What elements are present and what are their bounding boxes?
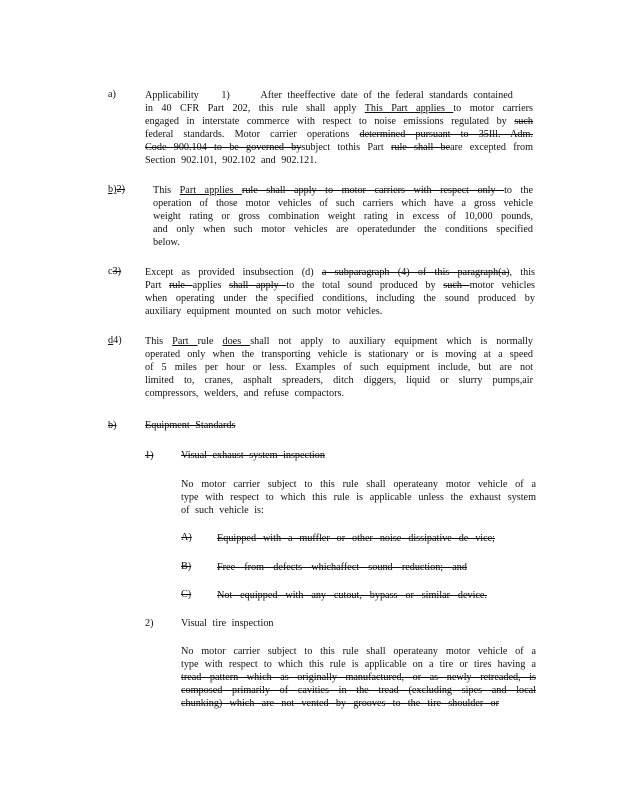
exhaust-item-b-label: B) xyxy=(181,561,192,572)
deleted-text: such xyxy=(514,116,533,127)
line-text: to the xyxy=(504,185,533,196)
section-d-line-2: operated only when the transporting vehicle is stationary or is moving at a speed xyxy=(145,349,533,360)
line-text: applies xyxy=(192,280,230,291)
section-d-line-4: limited to, cranes, asphalt spreaders, ditch diggers, liquid or slurry pumps,air xyxy=(145,375,533,386)
deleted-text: 3) xyxy=(112,266,122,277)
section-b-line-4: and only when such motor vehicles are operatedunder the conditions specified xyxy=(153,224,533,235)
line-text: engaged in interstate commerce with respect to noise emissions regulated by xyxy=(145,116,515,127)
section-b-line-2: operation of those motor vehicles of such carriers which have a gross vehicle xyxy=(153,198,533,209)
deleted-text: such xyxy=(443,280,470,291)
section-b-line-5: below. xyxy=(153,237,180,248)
line-text: rule xyxy=(197,336,223,347)
deleted-text: a subparagraph (4) of this paragraph(a) xyxy=(321,267,510,278)
section-b-line-3: weight rating or gross combination weight rating in excess of 10,000 pounds, xyxy=(153,211,533,222)
exhaust-item-a-text: Equipped with a muffler or other noise dissipative de vice; xyxy=(217,533,495,544)
section-b-label xyxy=(108,184,125,195)
inserted-text: b) xyxy=(108,184,117,195)
deleted-text: rule shall apply to motor carriers with respect only xyxy=(241,185,505,196)
tire-para-line-3: tread pattern which as originally manufactured, or as newly retreaded, is xyxy=(181,672,536,683)
tire-para-line-4: composed primarily of cavities in the tread (excluding sipes and local xyxy=(181,685,536,696)
line-text: This xyxy=(153,185,180,196)
line-text: are excepted from xyxy=(450,142,534,153)
section-b-line-1 xyxy=(153,184,533,197)
section-c-line-3: when operating under the specified conditions, including the sound produced by xyxy=(145,293,535,304)
section-c-label xyxy=(108,266,121,277)
deleted-text: 2) xyxy=(116,184,125,195)
exhaust-item-c-label: C) xyxy=(181,589,192,600)
section-c-line-4: auxiliary equipment mounted on such motor vehicles. xyxy=(145,306,383,317)
line-text: After theeffective date of the federal standards contained xyxy=(260,90,513,101)
deleted-text: determined pursuant to 35Ill. Adm. xyxy=(359,129,533,140)
deleted-text: rule shall be xyxy=(390,142,451,153)
exhaust-item-a-label: A) xyxy=(181,532,192,543)
inserted-text: This Part applies xyxy=(364,103,454,114)
deleted-text: rule xyxy=(169,280,193,291)
line-text: in 40 CFR Part 202, this rule shall apply xyxy=(145,103,365,114)
line-text: federal standards. Motor carrier operations xyxy=(145,129,360,140)
equipment-standards-title: Equipment Standards xyxy=(145,420,236,431)
line-text: This xyxy=(145,336,173,347)
section-a-line-6: Section 902.101, 902.102 and 902.121. xyxy=(145,155,317,166)
line-text: Part xyxy=(145,280,170,291)
line-text: c xyxy=(108,266,113,277)
line-text: to the total sound produced by xyxy=(286,280,444,291)
exhaust-title: Visual exhaust system inspection xyxy=(181,450,325,461)
section-a-line-5 xyxy=(145,141,533,154)
deleted-text: Code 900.104 to be governed by xyxy=(145,142,302,153)
exhaust-para-line-2: type with respect to which this rule is applicable unless the exhaust system xyxy=(181,492,536,503)
exhaust-number: 1) xyxy=(145,450,154,461)
line-text: motor vehicles xyxy=(469,280,535,291)
tire-para-line-5: chunking) which are not vented by grooves to the tire shoulder or xyxy=(181,698,499,709)
section-a-label: a) xyxy=(108,89,116,100)
tire-title: Visual tire inspection xyxy=(181,618,274,629)
inserted-text: Part xyxy=(172,336,198,347)
equipment-standards-label: b) xyxy=(108,420,117,431)
tire-number: 2) xyxy=(145,618,154,629)
deleted-text: shall apply xyxy=(229,280,287,291)
line-text: , this xyxy=(509,267,535,278)
section-a-line-3 xyxy=(145,115,533,128)
line-text: shall not apply to auxiliary equipment which is normally xyxy=(250,336,533,347)
inserted-text: does xyxy=(222,336,251,347)
section-a-line-4 xyxy=(145,128,533,141)
section-a-line-2 xyxy=(145,102,533,115)
exhaust-item-c-text: Not equipped with any cutout, bypass or similar device. xyxy=(217,590,487,601)
section-d-line-1 xyxy=(145,335,533,348)
line-text: Except as provided insubsection (d) xyxy=(145,267,322,278)
section-d-line-3: of 5 miles per hour or less. Examples of such equipment include, but are not xyxy=(145,362,533,373)
inserted-text: Part applies xyxy=(179,185,242,196)
section-d-line-5: compressors, welders, and refuse compactors. xyxy=(145,388,344,399)
inserted-text: d xyxy=(108,335,114,346)
item-number: 1) xyxy=(221,90,230,101)
exhaust-item-b-text: Free from defects whichaffect sound reduction; and xyxy=(217,562,467,573)
line-text: to motor carriers xyxy=(453,103,533,114)
line-text: 4) xyxy=(113,335,122,346)
section-a-line-1 xyxy=(145,89,533,102)
section-c-line-2 xyxy=(145,279,535,292)
line-text: subject tothis Part xyxy=(301,142,391,153)
applicability-heading: Applicability xyxy=(145,90,199,101)
tire-para-line-2: type with respect to which this rule is applicable on a tire or tires having a xyxy=(181,659,536,670)
section-c-line-1 xyxy=(145,266,535,279)
exhaust-para-line-1: No motor carrier subject to this rule shall operateany motor vehicle of a xyxy=(181,479,536,490)
exhaust-para-line-3: of such vehicle is: xyxy=(181,505,264,516)
section-d-label xyxy=(108,335,122,346)
tire-para-line-1: No motor carrier subject to this rule shall operateany motor vehicle of a xyxy=(181,646,536,657)
